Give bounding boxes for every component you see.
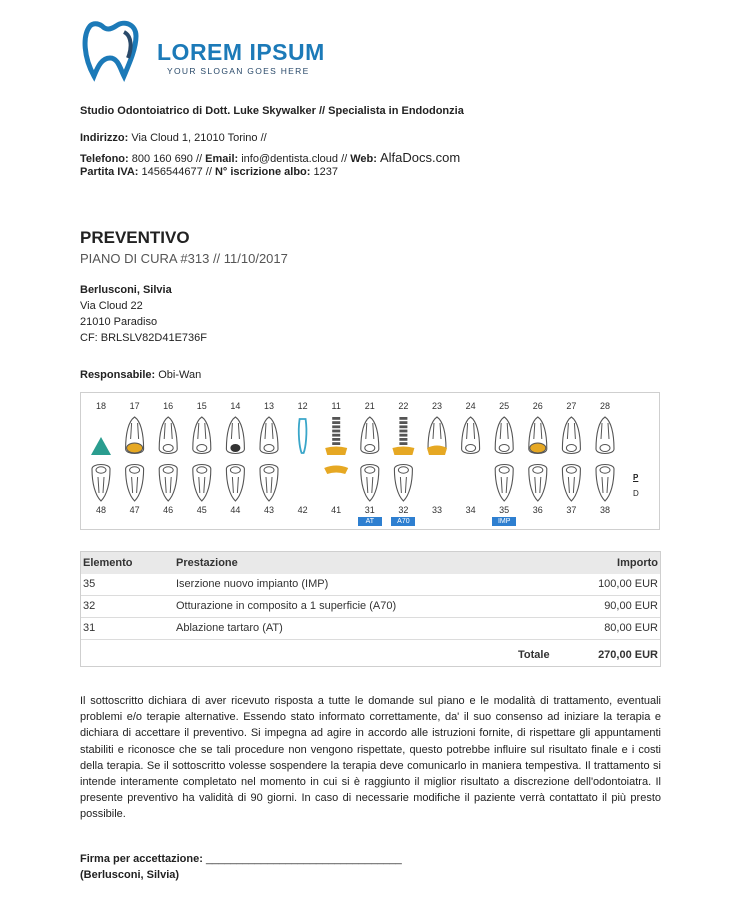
treatment-badge: A70: [391, 517, 415, 526]
tooth-13[interactable]: [260, 417, 278, 454]
tooth-number: 16: [163, 401, 174, 411]
tooth-number: 32: [398, 505, 409, 515]
tooth-47[interactable]: [126, 465, 144, 502]
tooth-number: 43: [263, 505, 274, 515]
tooth-number: 31: [364, 505, 375, 515]
signature-name: (Berlusconi, Silvia): [80, 869, 180, 881]
tooth-17[interactable]: [126, 417, 144, 454]
legend-d: D: [633, 489, 639, 498]
logo-slogan: YOUR SLOGAN GOES HERE: [167, 66, 310, 76]
tooth-21[interactable]: [361, 417, 379, 454]
tooth-32[interactable]: [394, 465, 412, 502]
row-service: Iserzione nuovo impianto (IMP): [176, 578, 329, 590]
tooth-22[interactable]: [392, 417, 414, 455]
row-element: 32: [83, 600, 96, 612]
tooth-41[interactable]: [324, 466, 348, 475]
tooth-38[interactable]: [596, 465, 614, 502]
tooth-18[interactable]: [91, 437, 111, 455]
tooth-43[interactable]: [260, 465, 278, 502]
signature-line: [80, 853, 402, 865]
dental-chart: [80, 392, 660, 530]
patient-street: Via Cloud 22: [80, 300, 143, 312]
tooth-number: 41: [331, 505, 342, 515]
tooth-number: 26: [532, 401, 543, 411]
tooth-number: 11: [331, 401, 341, 411]
address-label: Indirizzo:: [80, 132, 129, 144]
table-header: [81, 552, 660, 574]
tooth-number: 33: [431, 505, 442, 515]
phone-label: Telefono:: [80, 153, 129, 165]
legend-p: P: [633, 473, 639, 482]
register-value: 1237: [313, 166, 338, 178]
tooth-number: 15: [196, 401, 207, 411]
tooth-45[interactable]: [193, 465, 211, 502]
tooth-number: 24: [465, 401, 476, 411]
row-amount: 80,00 EUR: [604, 622, 658, 634]
tooth-31[interactable]: [361, 465, 379, 502]
address-line: [80, 132, 267, 144]
address-value: Via Cloud 1, 21010 Torino //: [131, 132, 267, 144]
tooth-number: 22: [398, 401, 409, 411]
tooth-number: 23: [431, 401, 442, 411]
tooth-14[interactable]: [226, 417, 244, 454]
responsible-label: Responsabile:: [80, 369, 156, 381]
tooth-number: 12: [297, 401, 308, 411]
total-value: 270,00 EUR: [598, 649, 658, 661]
tooth-48[interactable]: [92, 465, 110, 502]
responsible-line: [80, 369, 201, 381]
tooth-11[interactable]: [325, 417, 347, 455]
tooth-number: 48: [95, 505, 106, 515]
tooth-number: 42: [297, 505, 308, 515]
studio-title: Studio Odontoiatrico di Dott. Luke Skywalker // Specialista in Endodonzia: [80, 105, 464, 117]
header-element: Elemento: [83, 557, 133, 569]
row-divider: [81, 639, 660, 640]
contact-line: [80, 150, 460, 165]
header-service: Prestazione: [176, 557, 238, 569]
tooth-12[interactable]: [299, 419, 307, 453]
tooth-25[interactable]: [495, 417, 513, 454]
row-service: Ablazione tartaro (AT): [176, 622, 283, 634]
row-amount: 100,00 EUR: [598, 578, 658, 590]
patient-name: Berlusconi, Silvia: [80, 284, 172, 296]
row-element: 35: [83, 578, 96, 590]
email-label: Email:: [205, 153, 239, 165]
tooth-number: 34: [465, 505, 476, 515]
document-title: PREVENTIVO: [80, 228, 190, 247]
vat-label: Partita IVA:: [80, 166, 139, 178]
tooth-36[interactable]: [529, 465, 547, 502]
signature-label: Firma per accettazione:: [80, 853, 203, 865]
tooth-number: 46: [163, 505, 174, 515]
tooth-number: 18: [95, 401, 106, 411]
document-subtitle: PIANO DI CURA #313 // 11/10/2017: [80, 251, 288, 266]
row-service: Otturazione in composito a 1 superficie (A70): [176, 600, 397, 612]
tooth-number: 25: [499, 401, 510, 411]
consent-paragraph: Il sottoscritto dichiara di aver ricevuto risposta a tutte le domande sul piano e le modalità di trattamento, eventuali problemi e/o terapie alternative. Essendo stato informato correttamente, da' il suo consenso ad iniziare la terapia e dichiara di accettare il preventivo. Si impegna ad agire in accordo alle istruzioni fornite, di rispettare gli appuntamenti stabiliti e riconosce che se tali procedure non vengono rispettate, questo potrebbe influire sul risultato finale e i costi della terapia. Se il sottoscritto volesse sospendere la terapia deve comunicarlo in maniera tempestiva. Il trattamento si intende interamente completato nel momento in cui si è raggiunto il miglior risultato a discrezione dell'odontoiatra. Il presente preventivo ha validità di 90 giorni. In caso di necessarie modifiche il paziente verrà contattato il più presto possibile.: [80, 695, 661, 821]
register-label: N° iscrizione albo:: [214, 166, 311, 178]
patient-cf: CF: BRLSLV82D41E736F: [80, 332, 207, 344]
tooth-37[interactable]: [562, 465, 580, 502]
row-divider: [81, 617, 660, 618]
row-amount: 90,00 EUR: [604, 600, 658, 612]
tooth-number: 37: [566, 505, 577, 515]
email-value: info@dentista.cloud //: [241, 153, 348, 165]
tooth-number: 45: [196, 505, 207, 515]
tooth-46[interactable]: [159, 465, 177, 502]
tooth-number: 21: [364, 401, 375, 411]
vat-line: [80, 166, 338, 178]
patient-city: 21010 Paradiso: [80, 316, 158, 328]
tooth-15[interactable]: [193, 417, 211, 454]
tooth-35[interactable]: [495, 465, 513, 502]
tooth-44[interactable]: [226, 465, 244, 502]
vat-value: 1456544677 //: [141, 166, 212, 178]
responsible-value: Obi-Wan: [158, 369, 202, 381]
tooth-16[interactable]: [159, 417, 177, 454]
header-amount: Importo: [617, 557, 658, 569]
treatment-table: [80, 551, 661, 667]
tooth-24[interactable]: [462, 417, 480, 454]
tooth-number: 47: [129, 505, 140, 515]
web-link[interactable]: AlfaDocs.com: [380, 150, 461, 165]
tooth-number: 13: [263, 401, 274, 411]
tooth-26[interactable]: [529, 417, 547, 454]
web-label: Web:: [350, 153, 377, 165]
row-element: 31: [83, 622, 96, 634]
treatment-badge: AT: [358, 517, 382, 526]
tooth-number: 38: [599, 505, 610, 515]
signature-field[interactable]: ________________________________: [205, 853, 402, 865]
tooth-number: 44: [230, 505, 241, 515]
phone-value: 800 160 690 //: [131, 153, 203, 165]
tooth-number: 35: [499, 505, 510, 515]
tooth-number: 27: [566, 401, 577, 411]
logo-name: LOREM IPSUM: [157, 39, 325, 65]
tooth-number: 14: [230, 401, 241, 411]
total-label: Totale: [518, 649, 550, 661]
tooth-number: 17: [129, 401, 140, 411]
tooth-27[interactable]: [562, 417, 580, 454]
tooth-23[interactable]: [427, 417, 447, 455]
row-divider: [81, 595, 660, 596]
tooth-number: 28: [599, 401, 610, 411]
treatment-badge: IMP: [492, 517, 516, 526]
tooth-28[interactable]: [596, 417, 614, 454]
tooth-number: 36: [532, 505, 543, 515]
